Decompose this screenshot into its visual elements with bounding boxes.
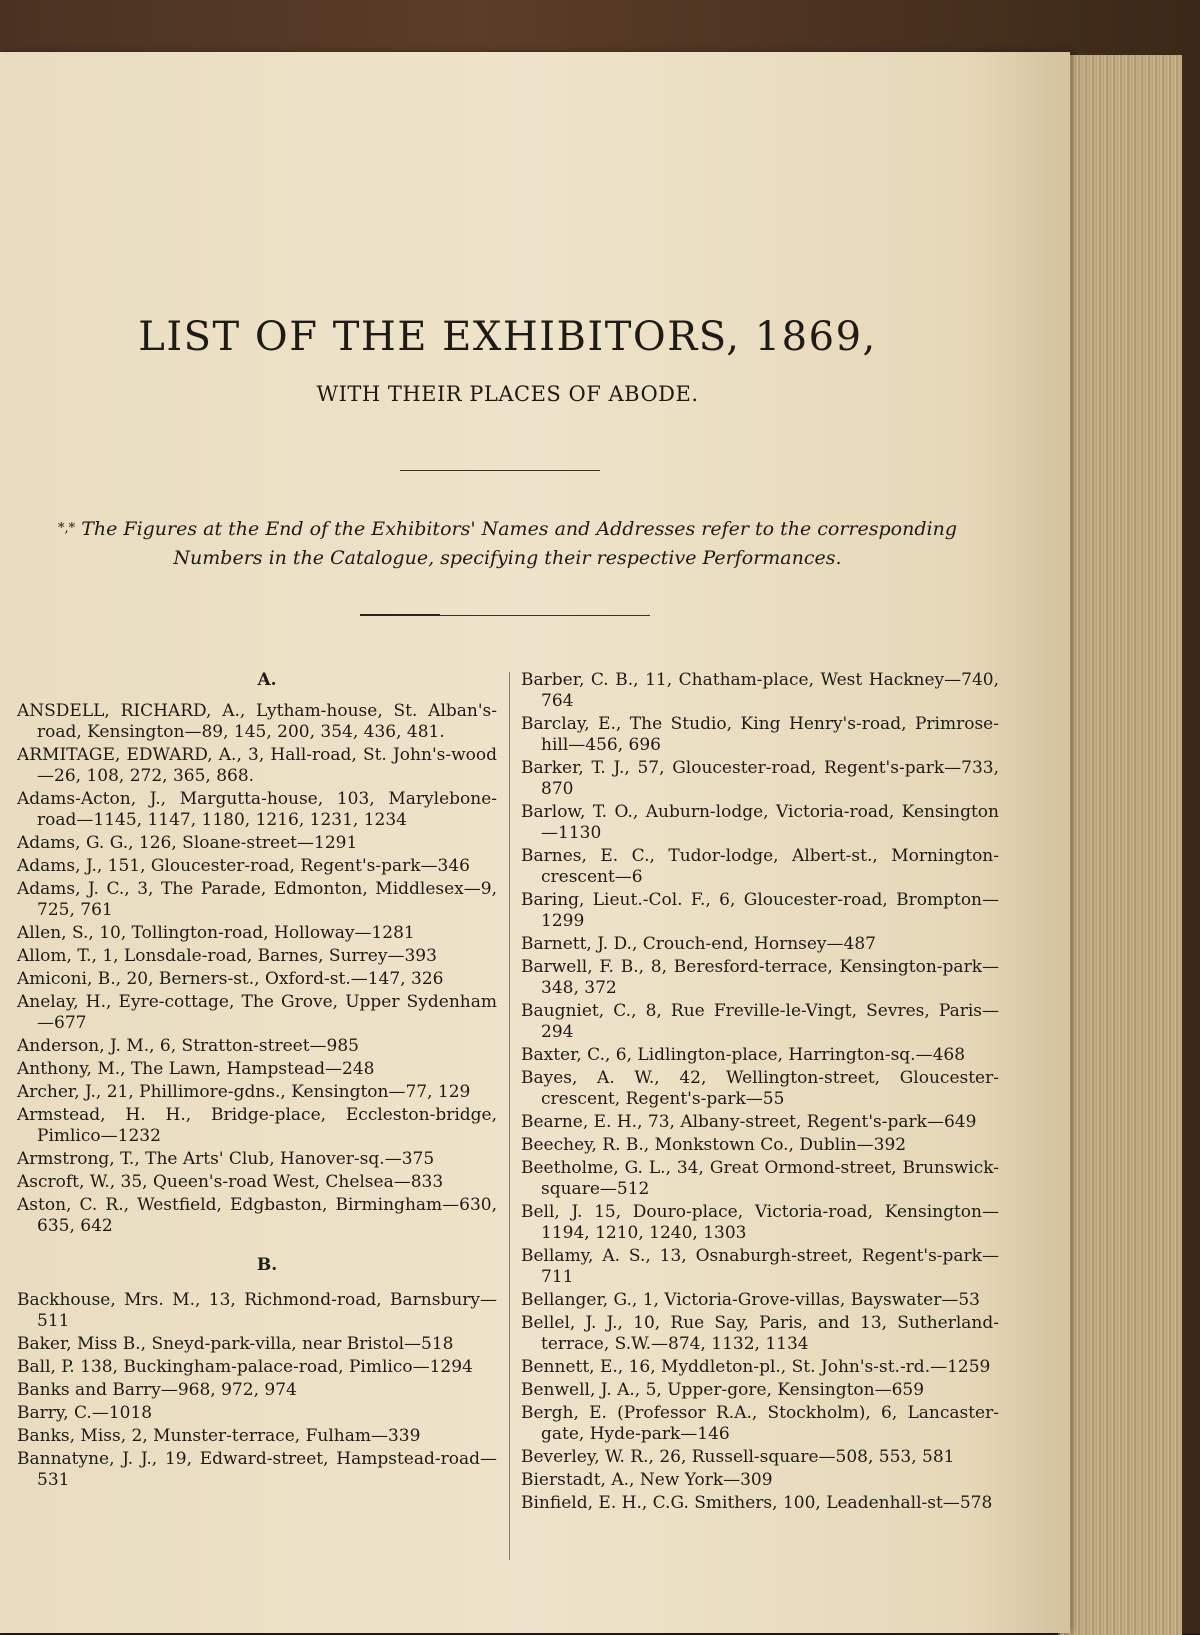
- exhibitor-entry: Bellanger, G., 1, Victoria-Grove-villas, Bayswater—53: [521, 1290, 980, 1310]
- exhibitor-entry: Barnes, E. C., Tudor-lodge, Albert-st., Mornington-crescent—6: [521, 846, 999, 887]
- catalogue-note: [15, 514, 1000, 573]
- exhibitor-entry: Anderson, J. M., 6, Stratton-street—985: [17, 1036, 359, 1056]
- right-column: [521, 670, 999, 1516]
- exhibitor-entry: Banks and Barry—968, 972, 974: [17, 1380, 297, 1400]
- exhibitor-entry: Baring, Lieut.-Col. F., 6, Gloucester-road, Brompton—1299: [521, 890, 999, 931]
- exhibitor-entry: Baxter, C., 6, Lidlington-place, Harrington-sq.—468: [521, 1045, 966, 1065]
- exhibitor-entry: Aston, C. R., Westfield, Edgbaston, Birmingham—630, 635, 642: [17, 1195, 497, 1236]
- exhibitor-entry: Amiconi, B., 20, Berners-st., Oxford-st.—147, 326: [17, 969, 444, 989]
- page-subtitle: WITH THEIR PLACES OF ABODE.: [316, 382, 699, 406]
- exhibitor-entry: Baugniet, C., 8, Rue Freville-le-Vingt, Sevres, Paris—294: [521, 1001, 999, 1042]
- exhibitor-entry: Barlow, T. O., Auburn-lodge, Victoria-road, Kensington—1130: [521, 802, 999, 843]
- exhibitor-entry: Beechey, R. B., Monkstown Co., Dublin—392: [521, 1135, 907, 1155]
- exhibitor-entry: Bellel, J. J., 10, Rue Say, Paris, and 13, Sutherland-terrace, S.W.—874, 1132, 1134: [521, 1313, 999, 1354]
- exhibitor-entry: Armstrong, T., The Arts' Club, Hanover-sq.—375: [17, 1149, 435, 1169]
- exhibitor-entry: Adams, J. C., 3, The Parade, Edmonton, Middlesex—9, 725, 761: [17, 879, 497, 920]
- exhibitor-entry: Bell, J. 15, Douro-place, Victoria-road, Kensington—1194, 1210, 1240, 1303: [521, 1202, 999, 1243]
- exhibitor-entry: Barker, T. J., 57, Gloucester-road, Regent's-park—733, 870: [521, 758, 999, 799]
- exhibitor-entry: Barclay, E., The Studio, King Henry's-road, Primrose-hill—456, 696: [521, 714, 999, 755]
- exhibitor-entry: Barnett, J. D., Crouch-end, Hornsey—487: [521, 934, 876, 954]
- note-rule: [360, 615, 650, 616]
- exhibitor-entry: Bierstadt, A., New York—309: [521, 1470, 773, 1490]
- exhibitor-entry: Backhouse, Mrs. M., 13, Richmond-road, Barnsbury—511: [17, 1290, 497, 1331]
- exhibitor-entry: Bergh, E. (Professor R.A., Stockholm), 6, Lancaster-gate, Hyde-park—146: [521, 1403, 999, 1444]
- exhibitor-entry: Baker, Miss B., Sneyd-park-villa, near Bristol—518: [17, 1334, 454, 1354]
- exhibitor-entry: Barwell, F. B., 8, Beresford-terrace, Kensington-park—348, 372: [521, 957, 999, 998]
- exhibitor-entry: Anthony, M., The Lawn, Hampstead—248: [17, 1059, 375, 1079]
- exhibitor-entry: ANSDELL, RICHARD, A., Lytham-house, St. Alban's-road, Kensington—89, 145, 200, 354, 436, 481.: [17, 701, 497, 742]
- exhibitor-entry: Anelay, H., Eyre-cottage, The Grove, Upper Sydenham—677: [17, 992, 497, 1033]
- exhibitor-entry: Barry, C.—1018: [17, 1403, 153, 1423]
- exhibitor-entry: Bellamy, A. S., 13, Osnaburgh-street, Regent's-park—711: [521, 1246, 999, 1287]
- exhibitor-entry: Adams-Acton, J., Margutta-house, 103, Marylebone-road—1145, 1147, 1180, 1216, 1231, 1234: [17, 789, 497, 830]
- exhibitor-entry: Armstead, H. H., Bridge-place, Eccleston-bridge, Pimlico—1232: [17, 1105, 497, 1146]
- exhibitor-entry: Bennett, E., 16, Myddleton-pl., St. John's-st.-rd.—1259: [521, 1357, 991, 1377]
- exhibitor-entry: Benwell, J. A., 5, Upper-gore, Kensington—659: [521, 1380, 925, 1400]
- exhibitor-entry: Beetholme, G. L., 34, Great Ormond-street, Brunswick-square—512: [521, 1158, 999, 1199]
- exhibitor-entry: Bayes, A. W., 42, Wellington-street, Gloucester-crescent, Regent's-park—55: [521, 1068, 999, 1109]
- exhibitor-entry: Binfield, E. H., C.G. Smithers, 100, Leadenhall-st—578: [521, 1493, 993, 1513]
- exhibitor-entry: Allom, T., 1, Lonsdale-road, Barnes, Surrey—393: [17, 946, 437, 966]
- page-fore-edge: [1058, 55, 1182, 1635]
- exhibitor-entry: Ascroft, W., 35, Queen's-road West, Chelsea—833: [17, 1172, 444, 1192]
- title-rule: [400, 470, 600, 471]
- exhibitor-entry: Bannatyne, J. J., 19, Edward-street, Hampstead-road—531: [17, 1449, 497, 1490]
- exhibitor-entry: Bearne, E. H., 73, Albany-street, Regent's-park—649: [521, 1112, 977, 1132]
- page-title: LIST OF THE EXHIBITORS, 1869,: [138, 314, 877, 360]
- note-text: The Figures at the End of the Exhibitors' Names and Addresses refer to the corresponding Numbers in the Catalogue, specifying their respective Performances.: [81, 518, 957, 569]
- exhibitor-entry: Banks, Miss, 2, Munster-terrace, Fulham—339: [17, 1426, 421, 1446]
- book-page: [0, 52, 1070, 1633]
- exhibitor-entry: Beverley, W. R., 26, Russell-square—508, 553, 581: [521, 1447, 955, 1467]
- asterism: *,*: [58, 521, 76, 536]
- exhibitor-entry: Barber, C. B., 11, Chatham-place, West Hackney—740, 764: [521, 670, 999, 711]
- left-column: [17, 670, 497, 1493]
- exhibitor-entry: ARMITAGE, EDWARD, A., 3, Hall-road, St. John's-wood—26, 108, 272, 365, 868.: [17, 745, 497, 786]
- section-heading-b: B.: [256, 1255, 278, 1275]
- column-divider: [509, 672, 510, 1560]
- exhibitor-entry: Ball, P. 138, Buckingham-palace-road, Pimlico—1294: [17, 1357, 473, 1377]
- exhibitor-entry: Adams, G. G., 126, Sloane-street—1291: [17, 833, 358, 853]
- section-heading-a: A.: [257, 670, 277, 690]
- exhibitor-entry: Allen, S., 10, Tollington-road, Holloway—1281: [17, 923, 415, 943]
- exhibitor-entry: Archer, J., 21, Phillimore-gdns., Kensington—77, 129: [17, 1082, 471, 1102]
- exhibitor-entry: Adams, J., 151, Gloucester-road, Regent's-park—346: [17, 856, 470, 876]
